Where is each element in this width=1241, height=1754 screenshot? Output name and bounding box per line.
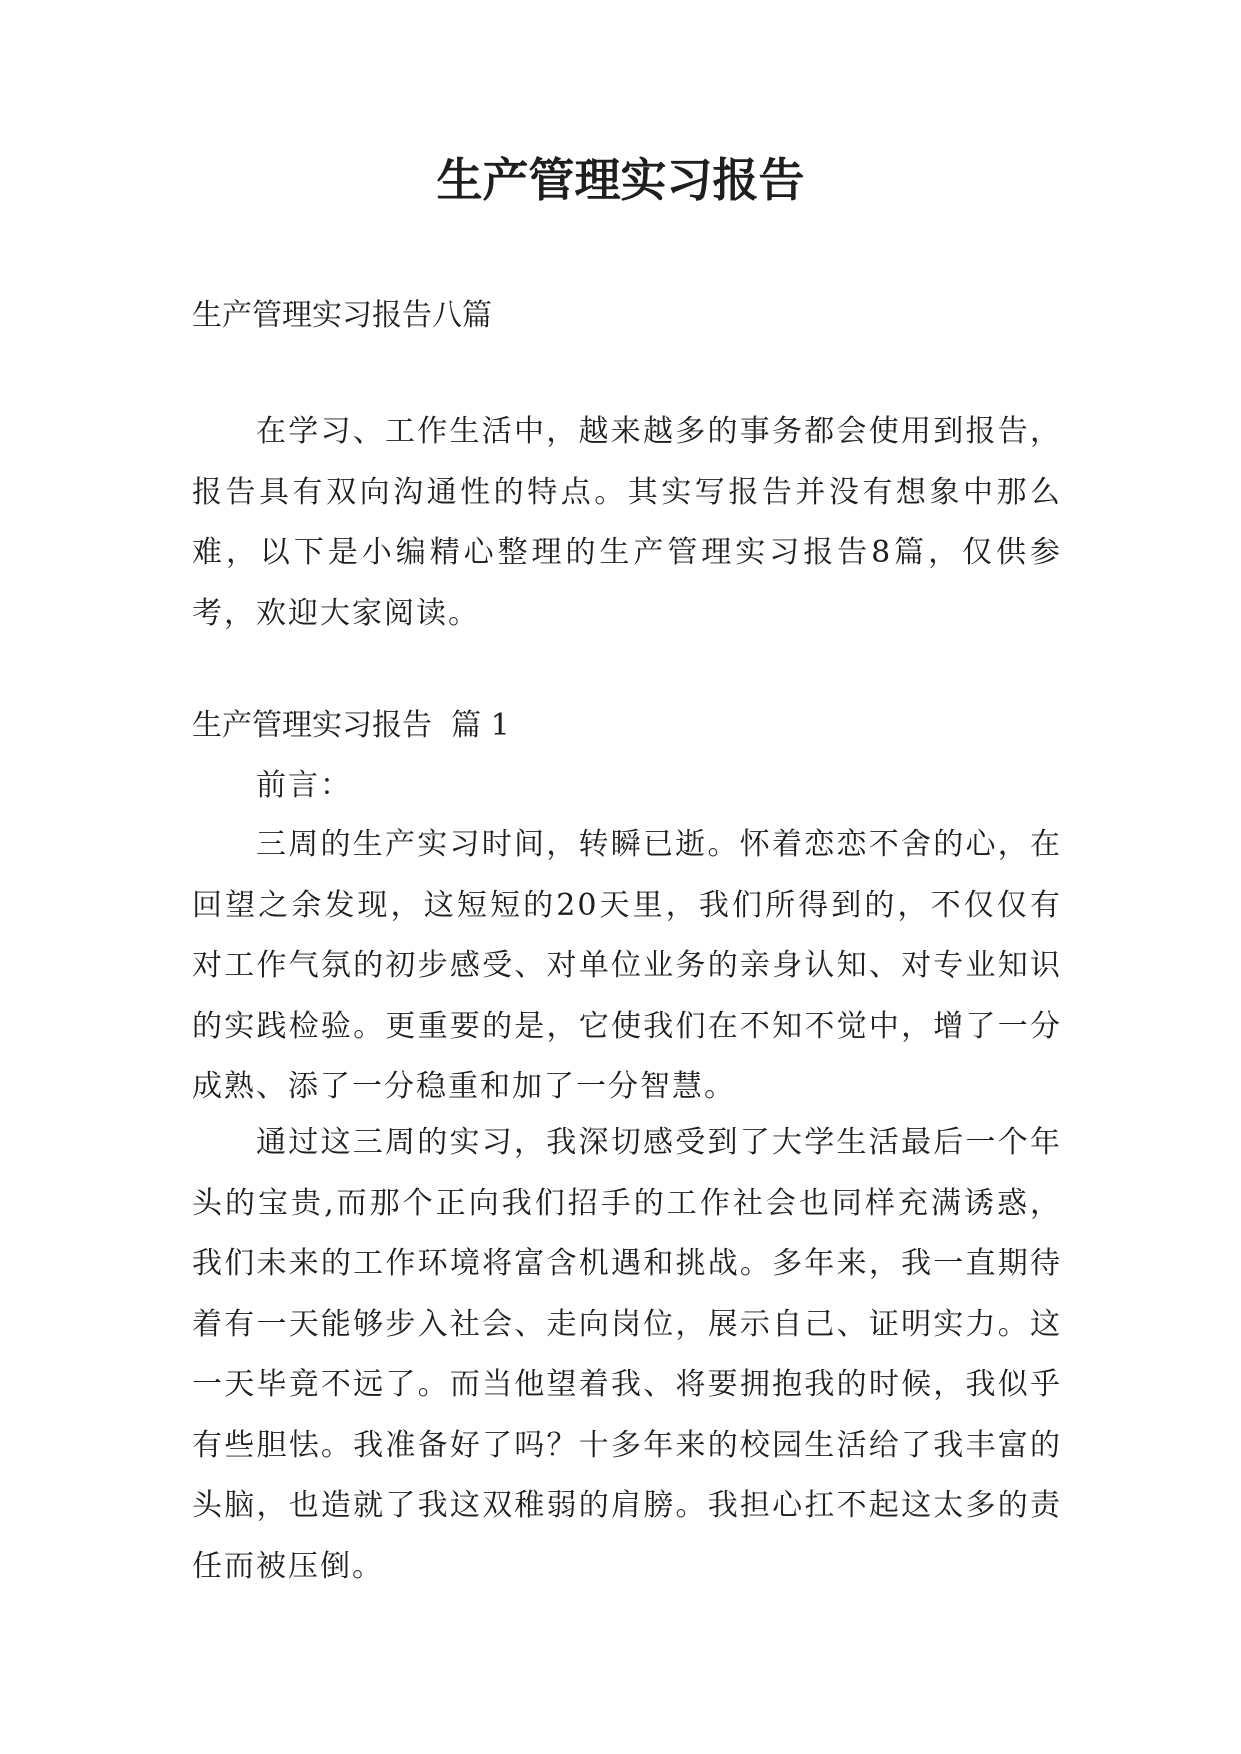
body-paragraph: 通过这三周的实习，我深切感受到了大学生活最后一个年头的宝贵,而那个正向我们招手的工作社会也同样充满诱惑，我们未来的工作环境将富含机遇和挑战。多年来，我一直期待着有一天能够步入社会、走向岗位，展示自己、证明实力。这一天毕竟不远了。而当他望着我、将要拥抱我的时候，我似乎有些胆怯。我准备好了吗？十多年来的校园生活给了我丰富的头脑，也造就了我这双稚弱的肩膀。我担心扛不起这太多的责任而被压倒。 [192,1125,1062,1584]
document-title: 生产管理实习报告 [436,153,805,207]
intro-paragraph: 在学习、工作生活中，越来越多的事务都会使用到报告，报告具有双向沟通性的特点。其实写报告并没有想象中那么难，以下是小编精心整理的生产管理实习报告8篇，仅供参考，欢迎大家阅读。 [192,414,1062,631]
document-subtitle: 生产管理实习报告八篇 [192,298,492,333]
section-heading: 生产管理实习报告 篇 1 [192,708,510,743]
preface-label: 前言： [256,768,352,803]
body-paragraph: 三周的生产实习时间，转瞬已逝。怀着恋恋不舍的心，在回望之余发现，这短短的20天里，我们所得到的，不仅仅有对工作气氛的初步感受、对单位业务的亲身认知、对专业知识的实践检验。更重要的是，它使我们在不知不觉中，增了一分成熟、添了一分稳重和加了一分智慧。 [192,827,1062,1104]
